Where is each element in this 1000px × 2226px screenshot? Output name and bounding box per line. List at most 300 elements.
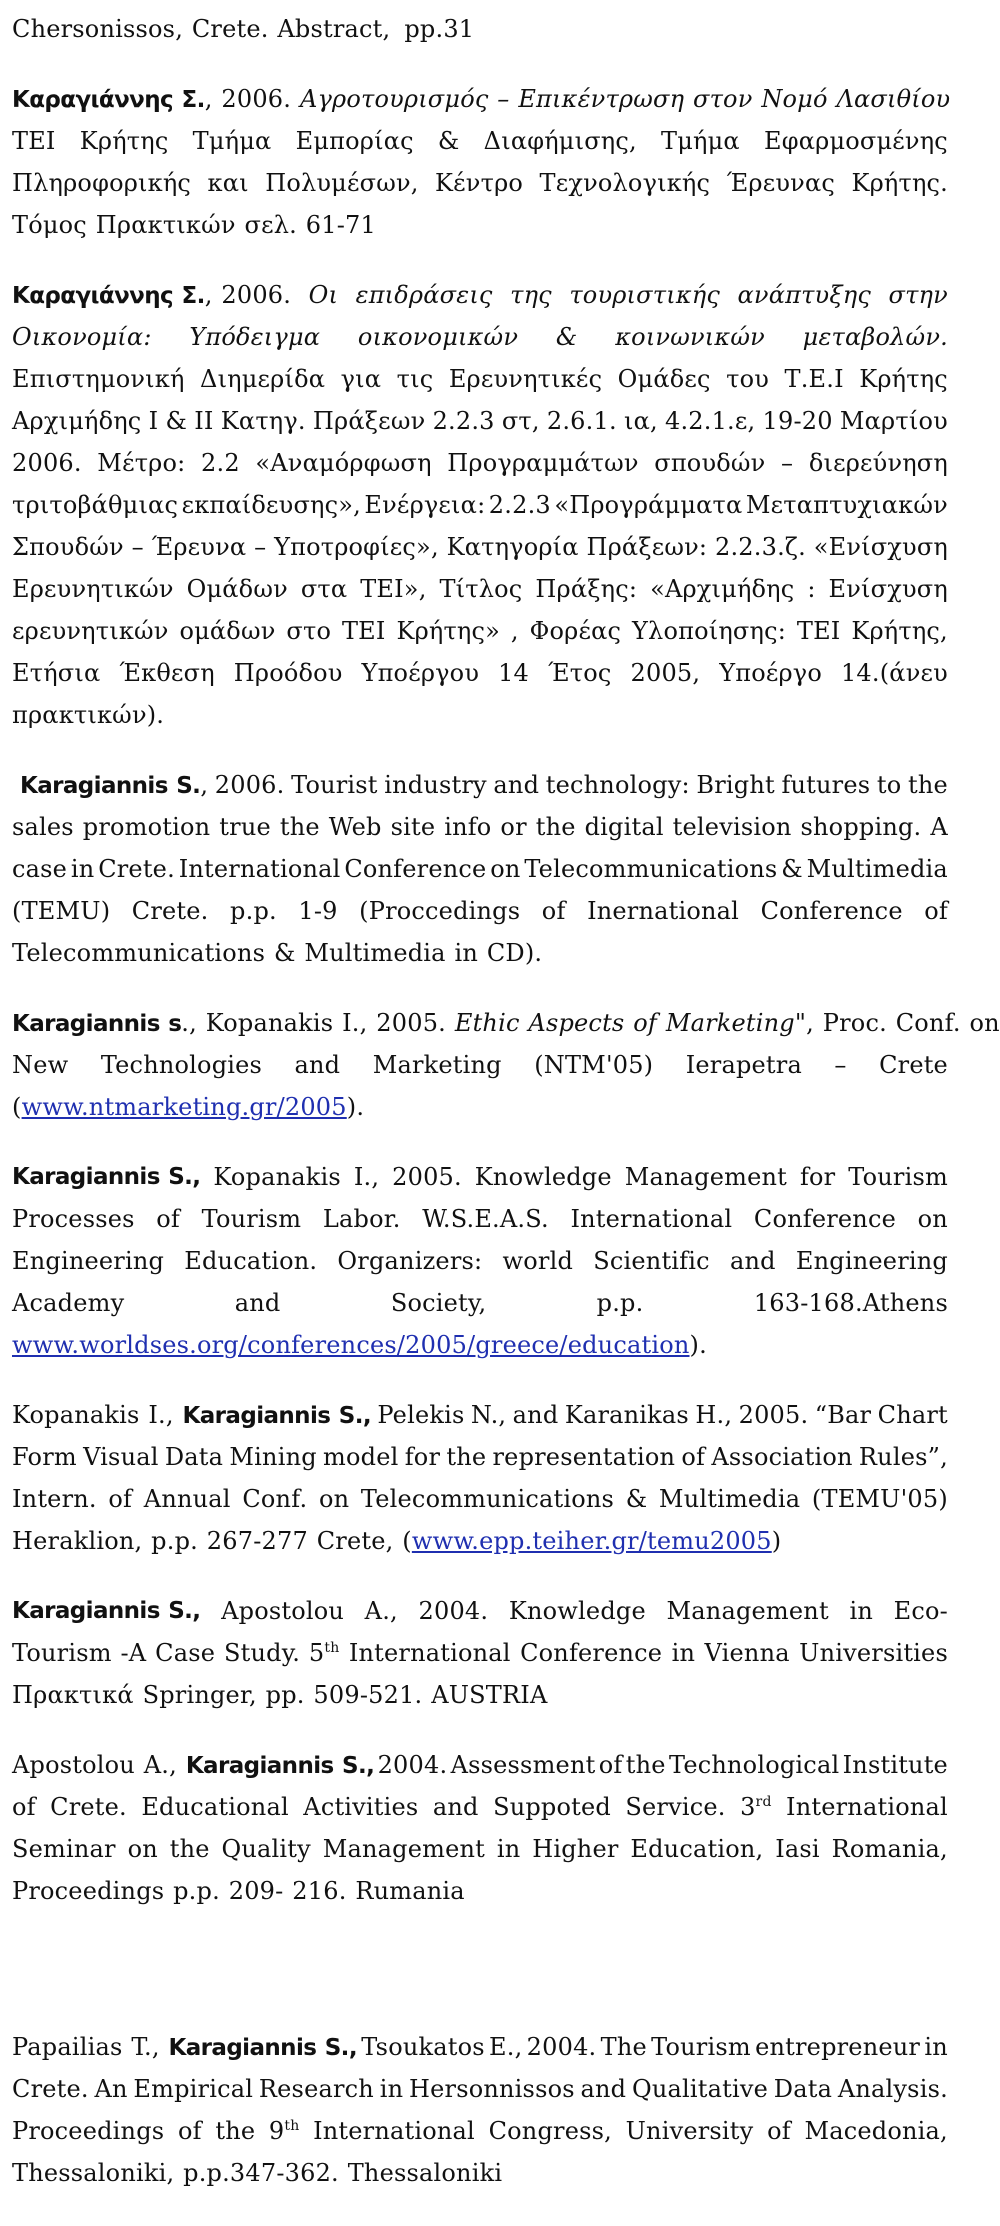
year: , 2006. xyxy=(204,281,292,309)
word: Analysis. xyxy=(837,2075,948,2103)
reference-title: Αγροτουρισμός – Επικέντρωση στον Νομό Λασιθίου xyxy=(299,85,951,113)
word: Hersonnissos xyxy=(409,2075,575,2103)
word: Μέτρο: xyxy=(97,449,186,477)
url-link[interactable]: www.ntmarketing.gr/2005 xyxy=(21,1093,347,1121)
reference-fragment xyxy=(12,8,948,50)
word: the xyxy=(446,1443,487,1471)
word: Annual xyxy=(143,1485,231,1513)
word: Eco- xyxy=(893,1597,948,1625)
author-name: Karagiannis S., xyxy=(168,2035,357,2061)
author-name: Karagiannis s xyxy=(12,1011,182,1037)
word: Data xyxy=(164,1443,224,1471)
word: p.p. xyxy=(596,1289,644,1317)
word: 2.2.3 xyxy=(432,407,495,435)
word: Society, xyxy=(390,1289,487,1317)
word: to xyxy=(876,771,902,799)
word: Ερευνητικές xyxy=(448,365,603,393)
text-span: Tourism -A Case Study. 5 xyxy=(12,1639,325,1667)
word: Conf. xyxy=(242,1485,308,1513)
word: & xyxy=(437,127,460,155)
word: «Προγράμματα xyxy=(554,491,743,519)
word: – xyxy=(781,449,794,477)
word: Εμπορίας xyxy=(295,127,414,155)
author-name: Karagiannis S., xyxy=(182,1403,371,1429)
word: κοινωνικών xyxy=(615,323,765,351)
text-line xyxy=(12,1674,948,1716)
word: Bright xyxy=(696,771,775,799)
word: A., xyxy=(364,1597,398,1625)
word: Engineering xyxy=(795,1247,948,1275)
text-span: Apostolou A., xyxy=(12,1751,177,1779)
word: Ierapetra xyxy=(685,1051,802,1079)
word: or xyxy=(500,813,527,841)
superscript: th xyxy=(324,1640,340,1656)
word: Service. xyxy=(625,1793,726,1821)
word: Institute xyxy=(842,1751,948,1779)
word: Έρευνα xyxy=(151,533,247,561)
word: of xyxy=(681,1443,706,1471)
word: of xyxy=(108,1485,133,1513)
word: Crete. xyxy=(12,2075,89,2103)
word: Visual xyxy=(83,1443,159,1471)
spacer xyxy=(12,1940,948,2026)
word: Scientific xyxy=(593,1247,710,1275)
text-line xyxy=(12,1240,948,1282)
word: and xyxy=(493,771,540,799)
word: ΤΕΙ xyxy=(796,617,841,645)
text-line xyxy=(12,2110,948,2152)
text-line xyxy=(12,8,948,50)
word: Conference xyxy=(520,1639,663,1667)
text-line xyxy=(12,1828,948,1870)
word: and xyxy=(512,1401,559,1429)
word: στην xyxy=(888,281,948,309)
word: of xyxy=(156,1205,180,1233)
word: The xyxy=(600,2033,647,2061)
word: world xyxy=(502,1247,574,1275)
word: Προγραμμάτων xyxy=(447,449,639,477)
word: Ομάδων xyxy=(186,575,288,603)
url-link[interactable]: www.worldses.org/conferences/2005/greece/education xyxy=(12,1331,690,1359)
url-link[interactable]: www.epp.teiher.gr/temu2005 xyxy=(411,1527,772,1555)
word: Knowledge xyxy=(508,1597,646,1625)
word: Chart xyxy=(877,1401,948,1429)
word: Academy xyxy=(12,1289,125,1317)
word: Research xyxy=(258,2075,374,2103)
word: Iasi xyxy=(775,1835,820,1863)
word: 4.2.1.ε, xyxy=(664,407,756,435)
text-span: Πρακτικά Springer, pp. 509-521. AUSTRIA xyxy=(12,1681,548,1709)
word: Πράξεων xyxy=(312,407,426,435)
text-line xyxy=(12,274,948,316)
text-span: πρακτικών). xyxy=(12,701,165,729)
word: and xyxy=(580,2075,627,2103)
word: (NTM'05) xyxy=(534,1051,654,1079)
word: Data xyxy=(773,2075,833,2103)
word: Vienna xyxy=(704,1639,790,1667)
text-line xyxy=(12,1324,948,1366)
word: του xyxy=(726,365,770,393)
word: Διαφήμισης, xyxy=(483,127,637,155)
word: Έκθεση xyxy=(119,659,215,687)
word: of xyxy=(767,2117,791,2145)
word: Κρήτης, xyxy=(851,617,948,645)
word: Κατηγ. xyxy=(220,407,306,435)
word: Έρευνας xyxy=(726,169,835,197)
text-line xyxy=(12,1044,948,1086)
word: Τμήμα xyxy=(661,127,740,155)
text-span: Thessaloniki, p.p.347-362. Thessaloniki xyxy=(12,2159,503,2187)
word: 1-9 xyxy=(298,897,338,925)
word: Κρήτης xyxy=(859,365,948,393)
word: Κρήτης xyxy=(79,127,169,155)
text-line xyxy=(12,1870,948,1912)
superscript: rd xyxy=(755,1794,772,1810)
word: Universities xyxy=(799,1639,948,1667)
word: model xyxy=(323,1443,399,1471)
word: Chersonissos, Crete. Abstract, xyxy=(12,15,391,43)
word: Υποτροφίες», xyxy=(274,533,439,561)
word: Conference xyxy=(753,1205,897,1233)
word: Tourism xyxy=(201,1205,302,1233)
word: Crete. xyxy=(50,1793,127,1821)
text-line xyxy=(12,442,948,484)
word: μεταβολών. xyxy=(802,323,948,351)
word: Technologies xyxy=(100,1051,263,1079)
reference-entry xyxy=(12,274,948,736)
word: Education. xyxy=(184,1247,318,1275)
word: the xyxy=(625,1751,666,1779)
word: Πράξης: xyxy=(535,575,638,603)
word: “Bar xyxy=(814,1401,872,1429)
word: Κρήτης. xyxy=(851,169,948,197)
word: Υλοποίησης: xyxy=(632,617,787,645)
word: Σπουδών xyxy=(12,533,124,561)
word: of xyxy=(12,1793,36,1821)
word: the xyxy=(279,813,320,841)
text-line xyxy=(12,358,948,400)
text-line xyxy=(12,316,948,358)
word: 2.2.3 xyxy=(488,491,551,519)
text-line xyxy=(12,652,948,694)
word: info xyxy=(444,813,492,841)
word: the xyxy=(908,771,948,799)
word: Processes xyxy=(12,1205,135,1233)
word: of xyxy=(598,1751,623,1779)
text-line xyxy=(12,932,948,974)
word: Web xyxy=(328,813,382,841)
word: ια, xyxy=(623,407,658,435)
word: digital xyxy=(584,813,664,841)
word: Τμήμα xyxy=(192,127,272,155)
text-line xyxy=(12,1394,948,1436)
word: and xyxy=(294,1051,341,1079)
word: (TEMU) xyxy=(12,897,111,925)
author-name: Karagiannis S., xyxy=(185,1753,375,1779)
word: ερευνητικών xyxy=(12,617,169,645)
text-line xyxy=(12,1282,948,1324)
text-span: ., Kopanakis I., 2005. xyxy=(181,1009,446,1037)
word: on xyxy=(490,855,521,883)
word: της xyxy=(510,281,552,309)
superscript: th xyxy=(284,2118,300,2134)
word: Ενίσχυση xyxy=(828,575,948,603)
word: Crete. xyxy=(131,897,209,925)
word: Seminar xyxy=(12,1835,116,1863)
word: entrepreneur xyxy=(755,2033,921,2061)
word: Management xyxy=(666,1597,829,1625)
word: Apostolou xyxy=(221,1597,345,1625)
word: shopping. xyxy=(800,813,922,841)
word: τις xyxy=(396,365,434,393)
text-line: Karagiannis S., 2006. Tourist industry and technology: Bright futures to the xyxy=(12,764,948,806)
word: «Ενίσχυση xyxy=(813,533,948,561)
word: 163-168.Athens xyxy=(753,1289,948,1317)
word: Πληροφορικής xyxy=(12,169,192,197)
word: Εφαρμοσμένης xyxy=(764,127,948,155)
word: σπουδών xyxy=(654,449,766,477)
word: 19-20 xyxy=(762,407,833,435)
word: – xyxy=(254,533,267,561)
word: University xyxy=(625,2117,754,2145)
word: Διημερίδα xyxy=(200,365,326,393)
word: Πολυμέσων, xyxy=(265,169,419,197)
word: & xyxy=(781,855,803,883)
word: Προόδου xyxy=(233,659,343,687)
word: 2004. xyxy=(526,2033,597,2061)
word: Αρχιμήδης xyxy=(12,407,142,435)
word: pp.31 xyxy=(404,15,475,43)
text-span: ) xyxy=(771,1527,782,1555)
word: Kopanakis xyxy=(213,1163,341,1191)
word: case xyxy=(12,855,68,883)
word: Κατηγορία xyxy=(446,533,579,561)
word: Pelekis xyxy=(377,1401,465,1429)
text-line xyxy=(12,890,948,932)
word: Tsoukatos xyxy=(361,2033,485,2061)
word: television xyxy=(672,813,792,841)
word: Empirical xyxy=(133,2075,254,2103)
word: of xyxy=(177,2117,202,2145)
word: & xyxy=(165,407,188,435)
word: 14.(άνευ xyxy=(840,659,948,687)
word: Mining xyxy=(229,1443,317,1471)
word: : xyxy=(807,575,816,603)
word: 2006. xyxy=(214,771,285,799)
reference-title: Ethic Aspects of Marketing xyxy=(454,1009,795,1037)
word: «Αναμόρφωση xyxy=(255,449,432,477)
word: Ετήσια xyxy=(12,659,101,687)
text-line xyxy=(12,848,948,890)
word: 2.2.3.ζ. xyxy=(715,533,806,561)
word: promotion xyxy=(82,813,211,841)
text-span: ", Proc. Conf. on xyxy=(794,1009,1000,1037)
text-line xyxy=(12,1520,948,1562)
word: – xyxy=(834,1051,847,1079)
word: I., xyxy=(353,1163,380,1191)
word: & xyxy=(625,1485,648,1513)
word: in xyxy=(924,2033,948,2061)
text-line xyxy=(12,78,951,120)
author-name: Karagiannis S. xyxy=(20,773,201,799)
reference-entry xyxy=(12,1744,948,1912)
word: και xyxy=(207,169,249,197)
text-line xyxy=(12,2152,948,2194)
text-line xyxy=(12,1156,948,1198)
word: futures xyxy=(781,771,871,799)
word: για xyxy=(340,365,382,393)
word: and xyxy=(234,1289,281,1317)
word: Multimedia xyxy=(806,855,948,883)
reference-entry xyxy=(12,764,948,974)
text-span: 3 xyxy=(740,1793,756,1821)
text-span: ). xyxy=(346,1093,365,1121)
word: Τίτλος xyxy=(439,575,523,603)
word: Karanikas xyxy=(564,1401,689,1429)
word: Conference xyxy=(760,897,903,925)
reference-entry xyxy=(12,1590,948,1716)
text-line xyxy=(12,1198,948,1240)
text-span: Τόμος Πρακτικών σελ. 61-71 xyxy=(12,211,376,239)
word: Υποέργο xyxy=(719,659,822,687)
word: in xyxy=(496,1835,521,1863)
word: Management xyxy=(322,1835,485,1863)
reference-entry xyxy=(12,1394,948,1562)
word: Υπόδειγμα xyxy=(189,323,321,351)
word: στο xyxy=(286,617,332,645)
text-span: Papailias T., xyxy=(12,2033,160,2061)
text-line xyxy=(12,2026,948,2068)
text-span: ( xyxy=(12,1093,22,1121)
word: ΤΕΙ xyxy=(341,617,386,645)
word: the xyxy=(535,813,576,841)
word: & xyxy=(555,323,578,351)
word: 2004. xyxy=(418,1597,489,1625)
word: Φορέας xyxy=(529,617,622,645)
word: the xyxy=(215,2117,256,2145)
word: στα xyxy=(300,575,348,603)
word: (Proccedings xyxy=(359,897,521,925)
text-line xyxy=(12,162,948,204)
word: Πράξεων: xyxy=(586,533,708,561)
word: N., xyxy=(470,1401,507,1429)
word: 2.6.1. xyxy=(546,407,617,435)
word: Technological xyxy=(668,1751,840,1779)
word: A xyxy=(930,813,948,841)
text-span: ). xyxy=(689,1331,707,1359)
word: Υποέργου xyxy=(361,659,480,687)
word: 2.2 xyxy=(201,449,240,477)
word: 2004. xyxy=(377,1751,448,1779)
word: Multimedia xyxy=(658,1485,801,1513)
text-line xyxy=(12,120,948,162)
text-line xyxy=(12,484,948,526)
word: Tourism xyxy=(651,2033,751,2061)
word: Knowledge xyxy=(474,1163,612,1191)
year: , 2006. xyxy=(204,85,292,113)
text-span: Heraklion, p.p. 267-277 Crete, ( xyxy=(12,1527,412,1555)
word: ΙΙ xyxy=(194,407,214,435)
word: on xyxy=(917,1205,948,1233)
word: Οι xyxy=(308,281,339,309)
word: Marketing xyxy=(372,1051,502,1079)
word: Μαρτίου xyxy=(839,407,948,435)
word: An xyxy=(94,2075,128,2103)
text-line xyxy=(12,610,948,652)
word: International xyxy=(570,1205,733,1233)
word: Τ.Ε.Ι xyxy=(784,365,844,393)
word: Quality xyxy=(221,1835,311,1863)
author-name: Karagiannis S., xyxy=(12,1164,201,1190)
word: Telecommunications xyxy=(360,1485,615,1513)
word: 9th xyxy=(268,2117,300,2145)
word: for xyxy=(799,1163,836,1191)
word: in xyxy=(849,1597,873,1625)
text-line xyxy=(12,1786,948,1828)
word: Μεταπτυχιακών xyxy=(745,491,948,519)
word: 2005, xyxy=(630,659,701,687)
text-line xyxy=(12,694,948,736)
word: ανάπτυξης xyxy=(737,281,871,309)
word: Education, xyxy=(630,1835,764,1863)
word: Higher xyxy=(532,1835,619,1863)
word: for xyxy=(404,1443,441,1471)
word: Assessment xyxy=(450,1751,596,1779)
word: on xyxy=(318,1485,350,1513)
author-name: Καραγιάννης Σ. xyxy=(12,283,205,309)
word: New xyxy=(12,1051,69,1079)
word: στ, xyxy=(501,407,540,435)
word: site xyxy=(390,813,436,841)
word: Οικονομία: xyxy=(12,323,152,351)
word: Tourism xyxy=(848,1163,948,1191)
word: Ενέργεια: xyxy=(364,491,486,519)
word: ομάδων xyxy=(179,617,276,645)
text-line xyxy=(12,1744,948,1786)
word: 14 xyxy=(498,659,530,687)
word: Educational xyxy=(141,1793,289,1821)
word: Qualitative xyxy=(632,2075,769,2103)
word: Κέντρο xyxy=(435,169,524,197)
word: technology: xyxy=(545,771,690,799)
word: representation xyxy=(492,1443,676,1471)
word: Macedonia, xyxy=(804,2117,948,2145)
word: Inernational xyxy=(587,897,740,925)
word: Association xyxy=(711,1443,853,1471)
word: επιδράσεις xyxy=(355,281,493,309)
word: Έτος xyxy=(547,659,612,687)
word: Rules”, xyxy=(858,1443,948,1471)
word: Ι xyxy=(148,407,159,435)
word: Conference xyxy=(344,855,487,883)
word: in xyxy=(379,2075,404,2103)
word: H., xyxy=(695,1401,733,1429)
word: International xyxy=(348,1639,511,1667)
word: W.S.E.A.S. xyxy=(422,1205,549,1233)
word: Congress, xyxy=(488,2117,612,2145)
text-line xyxy=(12,1436,948,1478)
word: in xyxy=(671,1639,696,1667)
text-line xyxy=(12,1632,948,1674)
text-line xyxy=(12,204,948,246)
word: 2005. xyxy=(738,1401,809,1429)
word: Labor. xyxy=(322,1205,401,1233)
text-line xyxy=(12,568,948,610)
word: 2005. xyxy=(392,1163,462,1191)
word: Suppoted xyxy=(493,1793,611,1821)
word: Organizers: xyxy=(337,1247,483,1275)
word: Tourist xyxy=(291,771,378,799)
